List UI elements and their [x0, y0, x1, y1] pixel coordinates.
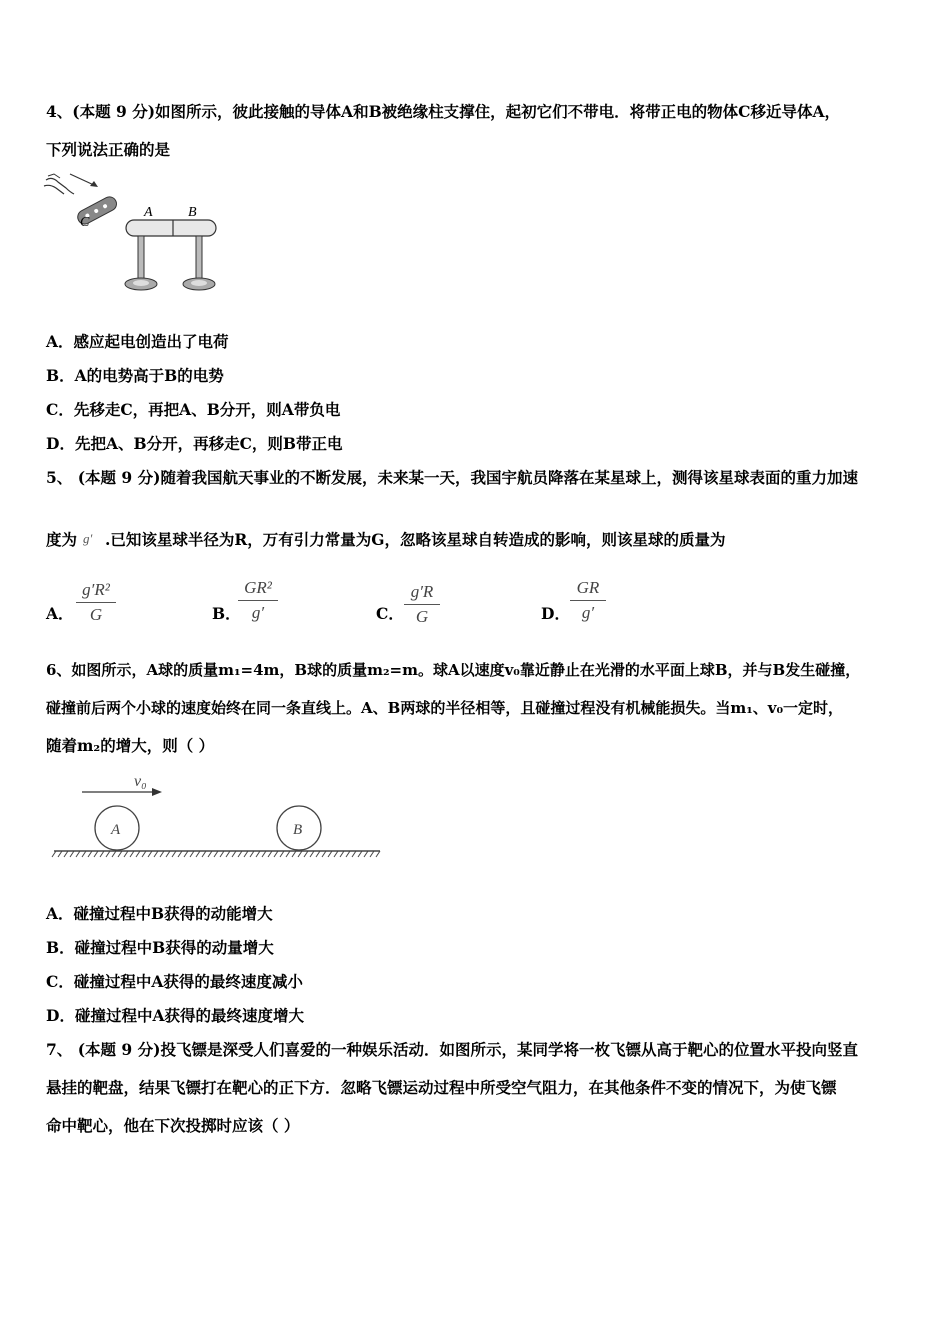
q5-option-c-den: G	[415, 607, 429, 626]
q4-label-a: A	[144, 205, 153, 220]
q4-stem-line2: 下列说法正确的是	[46, 140, 171, 159]
q5-option-a-fraction	[76, 580, 116, 625]
q5-option-b-fraction	[238, 578, 278, 623]
q6-label-a: A	[111, 822, 121, 838]
q4-label-b: B	[188, 205, 197, 220]
q6-option-b	[46, 938, 274, 958]
q6-option-b-label: B．	[46, 938, 75, 957]
q5-option-c-bar	[404, 604, 440, 605]
q4-label-c: C	[80, 215, 90, 230]
q6-figure-balls	[50, 770, 384, 866]
q6-option-d-text: 碰撞过程中A获得的最终速度增大	[74, 1006, 304, 1025]
q6-option-c-text: 碰撞过程中A获得的最终速度减小	[73, 972, 303, 991]
q5-option-b-bar	[238, 600, 278, 601]
q6-label-b: B	[293, 822, 303, 838]
q4-option-d-label: D．	[46, 434, 75, 453]
q5-option-b-label: B．	[212, 604, 241, 623]
q5-g-symbol: g′	[83, 531, 93, 546]
q5-option-d-label: D．	[541, 604, 570, 623]
q6-option-b-text: 碰撞过程中B获得的动量增大	[74, 938, 274, 957]
q6-stem-line3: 随着m₂的增大，则（ ）	[46, 736, 215, 755]
q5-option-c-fraction	[404, 582, 440, 627]
q6-option-c-label: C．	[46, 972, 74, 991]
q5-option-a-num: g′R²	[82, 580, 110, 599]
q5-stem-text2a: 度为	[46, 530, 78, 549]
q5-stem-line1	[46, 468, 858, 488]
q4-option-a-text: 感应起电创造出了电荷	[73, 332, 229, 351]
q6-option-d	[46, 1006, 304, 1026]
q6-option-a	[46, 904, 273, 924]
q4-figure-conductors	[40, 170, 230, 300]
q4-option-c	[46, 400, 340, 420]
q5-option-d-num: GR	[576, 578, 600, 597]
q6-option-a-text: 碰撞过程中B获得的动能增大	[73, 904, 273, 923]
q6-option-c	[46, 972, 303, 992]
q4-stem-line1	[46, 102, 840, 122]
q6-stem-line1: 6、如图所示，A球的质量m₁=4m，B球的质量m₂=m。球A以速度v₀靠近静止在光滑的水平面上球B，并与B发生碰撞，	[46, 661, 861, 679]
q5-option-a-den: G	[89, 605, 103, 624]
q4-option-a	[46, 332, 229, 352]
q6-stem-line2: 碰撞前后两个小球的速度始终在同一条直线上。A、B两球的半径相等，且碰撞过程没有机械能损失。当m₁、v₀一定时，	[46, 699, 844, 717]
q5-option-a-label: A．	[46, 604, 74, 623]
q5-option-c-num: g′R	[410, 582, 434, 601]
q4-option-b	[46, 366, 224, 386]
q5-stem-text1: 随着我国航天事业的不断发展，未来某一天，我国宇航员降落在某星球上，测得该星球表面的重力加速	[160, 468, 858, 487]
q4-number: 4、	[46, 102, 73, 121]
q5-option-c-label: C．	[376, 604, 404, 623]
q4-stem-text1: 如图所示，彼此接触的导体A和B被绝缘柱支撑住，起初它们不带电．将带正电的物体C移近导体A，	[155, 102, 841, 121]
q7-stem-line1	[46, 1040, 858, 1060]
q4-option-a-label: A．	[46, 332, 74, 351]
q5-option-a-bar	[76, 602, 116, 603]
q7-stem-line2: 悬挂的靶盘，结果飞镖打在靶心的正下方．忽略飞镖运动过程中所受空气阻力，在其他条件不变的情况下，为使飞镖	[46, 1078, 837, 1097]
q5-option-b-num: GR²	[244, 578, 272, 597]
q5-stem-text2b: .已知该星球半径为R，万有引力常量为G，忽略该星球自转造成的影响，则该星球的质量为	[105, 530, 726, 549]
q5-option-d-bar	[570, 600, 606, 601]
q4-option-d	[46, 434, 343, 454]
q6-label-v0: v₀	[134, 773, 147, 790]
q6-option-a-label: A．	[46, 904, 74, 923]
q7-header: (本题 9 分)	[77, 1040, 161, 1059]
q5-number: 5、	[46, 468, 73, 487]
q7-stem-text1: 投飞镖是深受人们喜爱的一种娱乐活动．如图所示，某同学将一枚飞镖从高于靶心的位置水平投向竖直	[160, 1040, 858, 1059]
q4-option-b-label: B．	[46, 366, 75, 385]
q6-option-d-label: D．	[46, 1006, 75, 1025]
q5-stem-line2	[46, 530, 726, 550]
q4-option-c-label: C．	[46, 400, 74, 419]
q5-option-b-den: g′	[251, 603, 265, 622]
q4-option-d-text: 先把A、B分开，再移走C，则B带正电	[74, 434, 343, 453]
q4-option-b-text: A的电势高于B的电势	[74, 366, 224, 385]
q7-stem-line3: 命中靶心，他在下次投掷时应该（ ）	[46, 1116, 300, 1135]
q5-header: (本题 9 分)	[77, 468, 161, 487]
q7-number: 7、	[46, 1040, 73, 1059]
q5-option-d-fraction	[570, 578, 606, 623]
q4-option-c-text: 先移走C，再把A、B分开，则A带负电	[73, 400, 341, 419]
q4-header: (本题 9 分)	[72, 102, 156, 121]
q5-option-d-den: g′	[581, 603, 595, 622]
